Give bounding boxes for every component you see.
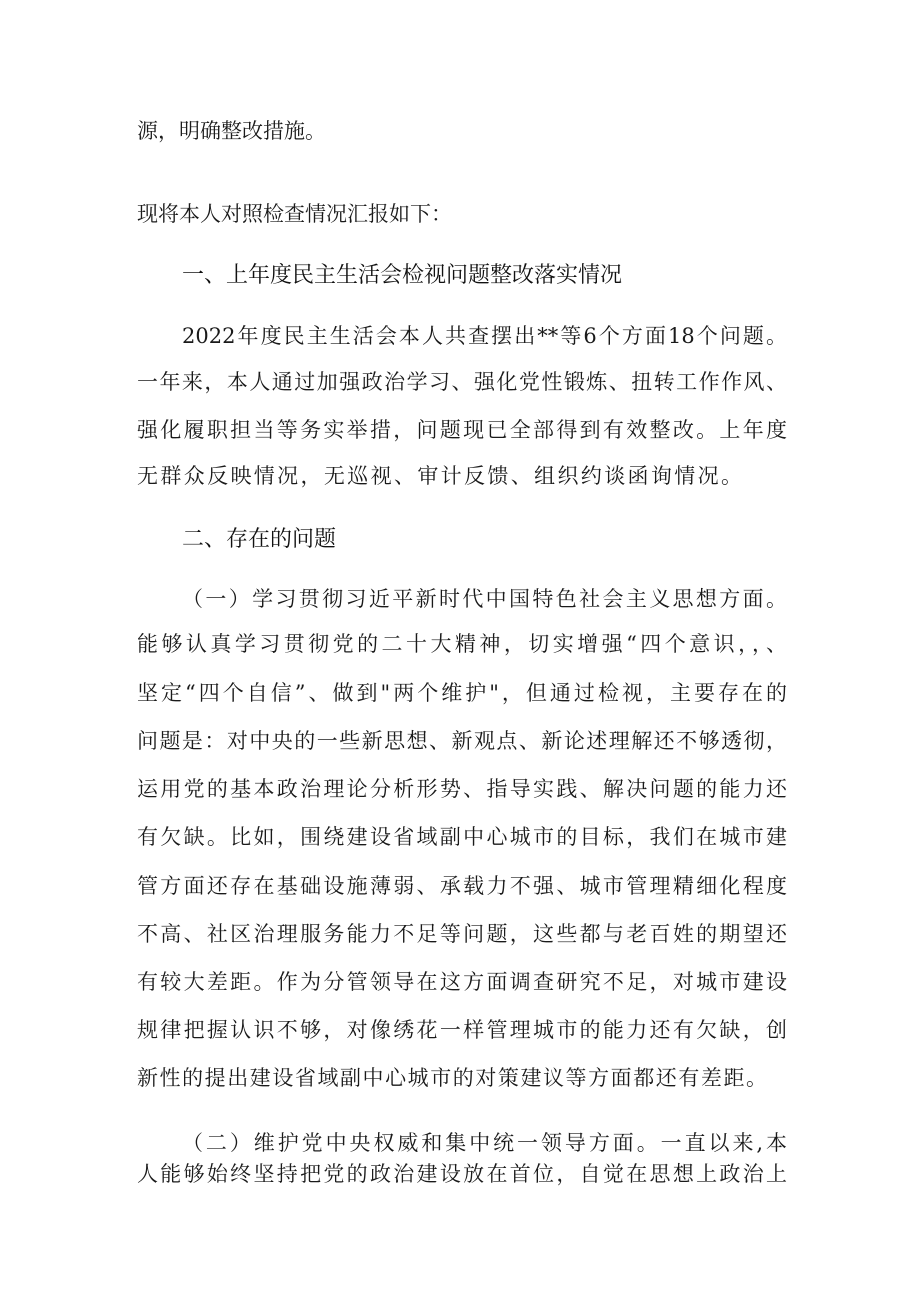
- paragraph-line: 坚定“四个自信”、做到"两个维护"，但通过检视，主要存在的: [137, 681, 787, 705]
- paragraph-line: 运用党的基本政治理论分析形势、指导实践、解决问题的能力还: [137, 777, 787, 801]
- intro-line: 现将本人对照检查情况汇报如下：: [137, 202, 452, 226]
- paragraph-line: 不高、社区治理服务能力不足等问题，这些都与老百姓的期望还: [137, 922, 787, 946]
- paragraph-line: 管方面还存在基础设施薄弱、承载力不强、城市管理精细化程度: [137, 874, 787, 898]
- paragraph-line: 强化履职担当等务实举措，问题现已全部得到有效整改。上年度: [137, 418, 787, 442]
- section-heading-1: 一、上年度民主生活会检视问题整改落实情况: [182, 263, 623, 288]
- continuation-line: 源，明确整改措施。: [137, 119, 326, 143]
- paragraph-line: 2022年度民主生活会本人共查摆出**等6个方面18个问题。: [182, 324, 787, 348]
- paragraph-line: 人能够始终坚持把党的政治建设放在首位，自觉在思想上政治上: [137, 1162, 787, 1186]
- paragraph-line: （一）学习贯彻习近平新时代中国特色社会主义思想方面。: [182, 587, 787, 611]
- paragraph-line: 无群众反映情况，无巡视、审计反馈、组织约谈函询情况。: [137, 464, 742, 488]
- paragraph-line: 能够认真学习贯彻党的二十大精神，切实增强“四个意识，，、: [137, 632, 787, 656]
- paragraph-line: 问题是：对中央的一些新思想、新观点、新论述理解还不够透彻，: [137, 729, 787, 753]
- paragraph-line: 一年来，本人通过加强政治学习、强化党性锻炼、扭转工作作风、: [137, 370, 787, 394]
- paragraph-line: 有欠缺。比如，围绕建设省域副中心城市的目标，我们在城市建: [137, 825, 787, 849]
- section-heading-2: 二、存在的问题: [182, 527, 337, 552]
- paragraph-line: （二）维护党中央权威和集中统一领导方面。一直以来,本: [182, 1131, 787, 1155]
- paragraph-line: 有较大差距。作为分管领导在这方面调查研究不足，对城市建设: [137, 970, 787, 994]
- paragraph-line: 新性的提出建设省域副中心城市的对策建议等方面都还有差距。: [137, 1066, 767, 1090]
- paragraph-line: 规律把握认识不够，对像绣花一样管理城市的能力还有欠缺，创: [137, 1018, 787, 1042]
